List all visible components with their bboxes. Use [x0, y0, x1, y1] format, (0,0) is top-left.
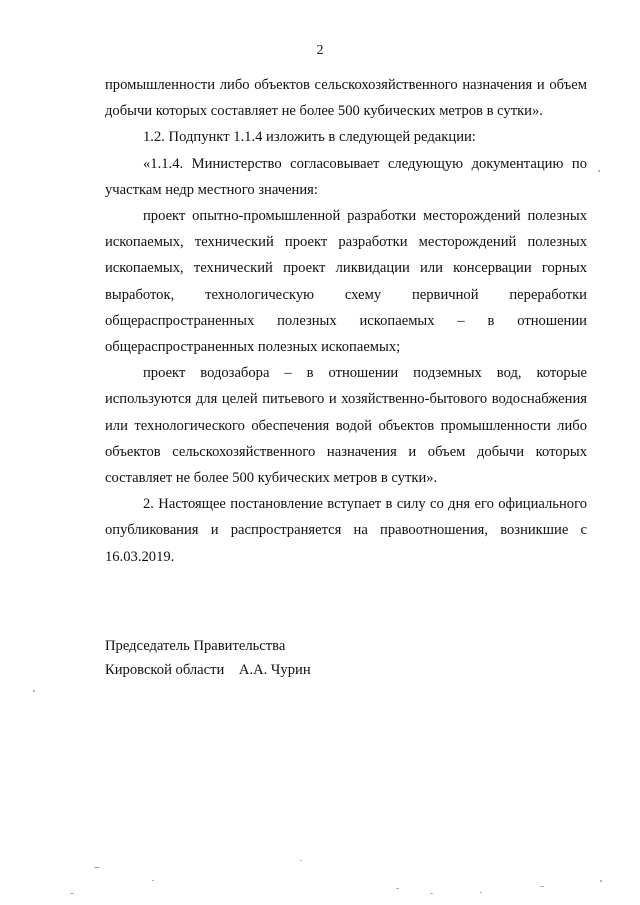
paragraph-1-1-4-intro: «1.1.4. Министерство согласовывает следующую документацию по участкам недр местного значения:: [105, 155, 587, 198]
page-number: 2: [316, 43, 324, 58]
paragraph-continuation: промышленности либо объектов сельскохозяйственного назначения и объем добычи которых составляет не более 500 кубических метров в сутки».: [105, 77, 587, 120]
paragraph-water-intake: проект водозабора – в отношении подземных вод, которые используются для целей питьевого и хозяйственно-бытового водоснабжения или технологического обеспечения водой объектов промышленности либо объектов сельскохозяйственного назначения и объем добычи которых составляет не более 500 кубических метров в сутки».: [105, 365, 587, 487]
paragraph-effective-date: 2. Настоящее постановление вступает в силу со дня его официального опубликования и распространяется на правоотношения, возникшие с 16.03.2019.: [105, 496, 587, 565]
signature-region-name: Кировской области А.А. Чурин: [105, 662, 311, 678]
scan-speck: [300, 860, 302, 861]
scan-speck: [598, 170, 600, 172]
scan-speck: [540, 886, 544, 887]
document-body: [105, 72, 587, 570]
signature-title: Председатель Правительства: [105, 638, 286, 654]
paragraph-subpoint-1-2: 1.2. Подпункт 1.1.4 изложить в следующей редакции:: [143, 129, 476, 146]
paragraph-project-list: проект опытно-промышленной разработки месторождений полезных ископаемых, технический проект разработки месторождений полезных ископаемых, технический проект ликвидации или консервации горных выработок, технологическую схему первичной переработки общераспространенных полезных ископаемых – в отношении общераспространенных полезных ископаемых;: [105, 208, 587, 356]
scan-speck: [600, 880, 602, 882]
scan-speck: [430, 893, 433, 894]
scan-speck: [94, 867, 100, 868]
scan-speck: [396, 888, 399, 889]
scan-speck: [152, 880, 154, 881]
signature-block: [105, 634, 311, 682]
scan-speck: [480, 892, 482, 893]
scan-speck: [33, 690, 35, 692]
scan-speck: [70, 893, 74, 894]
